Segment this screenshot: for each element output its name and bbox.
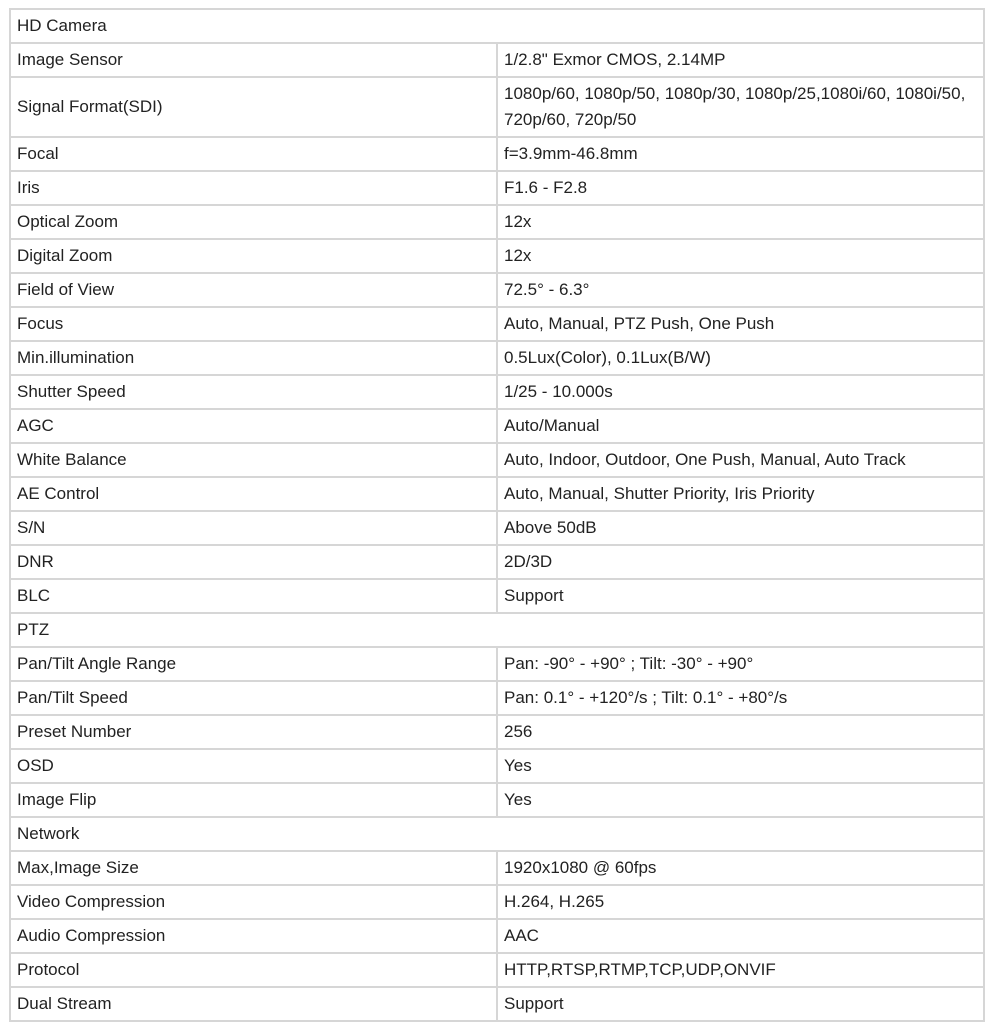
spec-row	[10, 953, 984, 987]
spec-value: 72.5° - 6.3°	[497, 273, 984, 307]
spec-value: Auto, Manual, Shutter Priority, Iris Priority	[497, 477, 984, 511]
spec-label: AGC	[10, 409, 497, 443]
spec-label: S/N	[10, 511, 497, 545]
spec-row	[10, 987, 984, 1021]
spec-value: HTTP,RTSP,RTMP,TCP,UDP,ONVIF	[497, 953, 984, 987]
spec-label: Optical Zoom	[10, 205, 497, 239]
spec-label: White Balance	[10, 443, 497, 477]
spec-value: 0.5Lux(Color), 0.1Lux(B/W)	[497, 341, 984, 375]
spec-value: 1/2.8" Exmor CMOS, 2.14MP	[497, 43, 984, 77]
spec-row	[10, 137, 984, 171]
spec-label: Digital Zoom	[10, 239, 497, 273]
spec-row	[10, 919, 984, 953]
spec-label: Audio Compression	[10, 919, 497, 953]
spec-value: 2D/3D	[497, 545, 984, 579]
spec-label: Image Sensor	[10, 43, 497, 77]
spec-label: Signal Format(SDI)	[10, 77, 497, 137]
spec-row	[10, 885, 984, 919]
spec-row	[10, 43, 984, 77]
spec-label: Protocol	[10, 953, 497, 987]
spec-value: 12x	[497, 205, 984, 239]
spec-row	[10, 239, 984, 273]
spec-value: AAC	[497, 919, 984, 953]
spec-row	[10, 783, 984, 817]
spec-label: Iris	[10, 171, 497, 205]
spec-label: Min.illumination	[10, 341, 497, 375]
spec-row	[10, 375, 984, 409]
spec-label: Pan/Tilt Angle Range	[10, 647, 497, 681]
spec-label: Preset Number	[10, 715, 497, 749]
spec-label: Image Flip	[10, 783, 497, 817]
spec-row	[10, 205, 984, 239]
spec-value: Auto/Manual	[497, 409, 984, 443]
spec-row	[10, 273, 984, 307]
spec-value: Above 50dB	[497, 511, 984, 545]
section-title: PTZ	[10, 613, 984, 647]
spec-row	[10, 409, 984, 443]
spec-row	[10, 511, 984, 545]
spec-value: 1080p/60, 1080p/50, 1080p/30, 1080p/25,1080i/60, 1080i/50, 720p/60, 720p/50	[497, 77, 984, 137]
spec-label: Max,Image Size	[10, 851, 497, 885]
spec-value: Pan: -90° - +90° ; Tilt: -30° - +90°	[497, 647, 984, 681]
spec-value: Auto, Manual, PTZ Push, One Push	[497, 307, 984, 341]
spec-value: F1.6 - F2.8	[497, 171, 984, 205]
spec-label: Focus	[10, 307, 497, 341]
spec-value: Support	[497, 579, 984, 613]
spec-row	[10, 77, 984, 137]
spec-row	[10, 851, 984, 885]
spec-value: f=3.9mm-46.8mm	[497, 137, 984, 171]
spec-table	[9, 8, 985, 1022]
spec-row	[10, 647, 984, 681]
section-header-row	[10, 613, 984, 647]
spec-label: BLC	[10, 579, 497, 613]
spec-row	[10, 307, 984, 341]
spec-value: Pan: 0.1° - +120°/s ; Tilt: 0.1° - +80°/s	[497, 681, 984, 715]
spec-value: Yes	[497, 749, 984, 783]
spec-label: Focal	[10, 137, 497, 171]
spec-value: 12x	[497, 239, 984, 273]
spec-label: DNR	[10, 545, 497, 579]
spec-value: Yes	[497, 783, 984, 817]
spec-table-body	[10, 9, 984, 1021]
section-header-row	[10, 9, 984, 43]
spec-value: Support	[497, 987, 984, 1021]
section-title: HD Camera	[10, 9, 984, 43]
spec-row	[10, 681, 984, 715]
spec-value: 1920x1080 @ 60fps	[497, 851, 984, 885]
spec-label: AE Control	[10, 477, 497, 511]
spec-row	[10, 545, 984, 579]
spec-value: 256	[497, 715, 984, 749]
spec-label: Dual Stream	[10, 987, 497, 1021]
spec-row	[10, 443, 984, 477]
spec-value: 1/25 - 10.000s	[497, 375, 984, 409]
spec-row	[10, 341, 984, 375]
spec-row	[10, 579, 984, 613]
spec-row	[10, 171, 984, 205]
spec-value: Auto, Indoor, Outdoor, One Push, Manual, Auto Track	[497, 443, 984, 477]
spec-label: OSD	[10, 749, 497, 783]
spec-label: Shutter Speed	[10, 375, 497, 409]
spec-row	[10, 715, 984, 749]
spec-label: Field of View	[10, 273, 497, 307]
spec-row	[10, 749, 984, 783]
section-title: Network	[10, 817, 984, 851]
spec-row	[10, 477, 984, 511]
spec-label: Pan/Tilt Speed	[10, 681, 497, 715]
section-header-row	[10, 817, 984, 851]
spec-value: H.264, H.265	[497, 885, 984, 919]
spec-label: Video Compression	[10, 885, 497, 919]
